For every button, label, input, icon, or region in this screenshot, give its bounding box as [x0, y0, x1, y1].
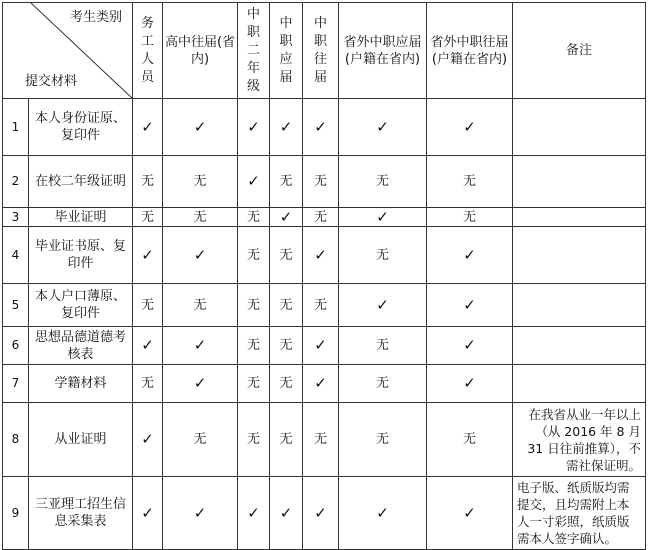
note-cell: 在我省从业一年以上（从 2016 年 8 月 31 日往前推算），不需社保证明。 [513, 403, 646, 477]
not-required-cell: 无 [133, 365, 163, 403]
check-mark-cell: ✓ [133, 227, 163, 284]
row-number-cell: 2 [3, 156, 29, 208]
check-mark-cell: ✓ [427, 477, 513, 550]
not-required-cell: 无 [163, 284, 238, 327]
table-row [3, 365, 646, 403]
check-mark-cell: ✓ [427, 284, 513, 327]
not-required-cell: 无 [427, 403, 513, 477]
material-cell: 毕业证明 [29, 208, 133, 227]
corner-bottom-label: 提交材料 [25, 74, 78, 89]
note-cell [513, 365, 646, 403]
material-cell: 在校二年级证明 [29, 156, 133, 208]
check-mark-cell: ✓ [303, 227, 339, 284]
not-required-cell: 无 [238, 208, 270, 227]
table-row [3, 227, 646, 284]
not-required-cell: 无 [163, 403, 238, 477]
not-required-cell: 无 [238, 327, 270, 365]
material-cell: 毕业证书原、复印件 [29, 227, 133, 284]
note-cell [513, 284, 646, 327]
column-header-label: 务工人员 [140, 15, 154, 85]
check-mark-cell: ✓ [303, 365, 339, 403]
check-mark-cell: ✓ [163, 327, 238, 365]
not-required-cell: 无 [270, 403, 303, 477]
column-header [270, 3, 303, 99]
check-mark-cell: ✓ [427, 365, 513, 403]
not-required-cell: 无 [339, 227, 427, 284]
check-mark-cell: ✓ [339, 284, 427, 327]
not-required-cell: 无 [270, 327, 303, 365]
column-header [339, 3, 427, 99]
table-row [3, 99, 646, 156]
column-header [513, 3, 646, 99]
column-header-label: 备注 [565, 43, 592, 58]
row-number-cell: 7 [3, 365, 29, 403]
check-mark-cell: ✓ [303, 477, 339, 550]
table-row [3, 156, 646, 208]
column-header [303, 3, 339, 99]
material-cell: 从业证明 [29, 403, 133, 477]
check-mark-cell: ✓ [339, 208, 427, 227]
material-cell: 三亚理工招生信息采集表 [29, 477, 133, 550]
row-number-cell: 1 [3, 99, 29, 156]
check-mark-cell: ✓ [270, 477, 303, 550]
note-cell [513, 327, 646, 365]
check-mark-cell: ✓ [270, 99, 303, 156]
column-header [163, 3, 238, 99]
not-required-cell: 无 [133, 284, 163, 327]
table-row [3, 208, 646, 227]
row-number-cell: 9 [3, 477, 29, 550]
requirements-table [2, 2, 646, 550]
row-number-cell: 8 [3, 403, 29, 477]
column-header-label: 省外中职应届(户籍在省内) [343, 34, 422, 67]
check-mark-cell: ✓ [270, 208, 303, 227]
check-mark-cell: ✓ [303, 327, 339, 365]
material-cell: 学籍材料 [29, 365, 133, 403]
header-row [3, 3, 646, 99]
not-required-cell: 无 [270, 156, 303, 208]
not-required-cell: 无 [427, 156, 513, 208]
column-header-label: 中职应届 [279, 15, 293, 85]
not-required-cell: 无 [238, 284, 270, 327]
row-number-cell: 4 [3, 227, 29, 284]
check-mark-cell: ✓ [133, 403, 163, 477]
check-mark-cell: ✓ [163, 99, 238, 156]
not-required-cell: 无 [270, 227, 303, 284]
not-required-cell: 无 [133, 156, 163, 208]
corner-top-label: 考生类别 [69, 10, 122, 25]
not-required-cell: 无 [238, 365, 270, 403]
material-cell: 本人户口薄原、复印件 [29, 284, 133, 327]
not-required-cell: 无 [303, 403, 339, 477]
not-required-cell: 无 [303, 208, 339, 227]
table-row [3, 327, 646, 365]
check-mark-cell: ✓ [238, 477, 270, 550]
check-mark-cell: ✓ [339, 99, 427, 156]
table-row [3, 284, 646, 327]
not-required-cell: 无 [303, 156, 339, 208]
not-required-cell: 无 [238, 227, 270, 284]
not-required-cell: 无 [163, 156, 238, 208]
not-required-cell: 无 [303, 284, 339, 327]
check-mark-cell: ✓ [163, 227, 238, 284]
corner-header-cell [3, 3, 133, 99]
check-mark-cell: ✓ [427, 99, 513, 156]
not-required-cell: 无 [339, 156, 427, 208]
check-mark-cell: ✓ [427, 227, 513, 284]
check-mark-cell: ✓ [163, 365, 238, 403]
note-cell [513, 156, 646, 208]
column-header-label: 高中往届(省内) [164, 34, 236, 67]
check-mark-cell: ✓ [163, 477, 238, 550]
not-required-cell: 无 [163, 208, 238, 227]
check-mark-cell: ✓ [303, 99, 339, 156]
column-header [427, 3, 513, 99]
check-mark-cell: ✓ [133, 327, 163, 365]
not-required-cell: 无 [133, 208, 163, 227]
column-header-label: 省外中职往届(户籍在省内) [430, 34, 509, 67]
not-required-cell: 无 [339, 403, 427, 477]
check-mark-cell: ✓ [133, 99, 163, 156]
note-cell [513, 227, 646, 284]
column-header [238, 3, 270, 99]
not-required-cell: 无 [238, 403, 270, 477]
table-row [3, 477, 646, 550]
row-number-cell: 5 [3, 284, 29, 327]
material-cell: 本人身份证原、复印件 [29, 99, 133, 156]
check-mark-cell: ✓ [427, 327, 513, 365]
row-number-cell: 6 [3, 327, 29, 365]
table-row [3, 403, 646, 477]
not-required-cell: 无 [339, 327, 427, 365]
column-header-label: 中职二年级 [246, 6, 260, 94]
check-mark-cell: ✓ [238, 156, 270, 208]
check-mark-cell: ✓ [133, 477, 163, 550]
material-cell: 思想品德道德考核表 [29, 327, 133, 365]
check-mark-cell: ✓ [238, 99, 270, 156]
note-cell [513, 99, 646, 156]
check-mark-cell: ✓ [339, 477, 427, 550]
not-required-cell: 无 [270, 365, 303, 403]
not-required-cell: 无 [339, 365, 427, 403]
note-cell: 电子版、纸质版均需提交，且均需附上本人一寸彩照，纸质版需本人签字确认。 [513, 477, 646, 550]
row-number-cell: 3 [3, 208, 29, 227]
not-required-cell: 无 [270, 284, 303, 327]
column-header [133, 3, 163, 99]
note-cell [513, 208, 646, 227]
table-body [3, 99, 646, 550]
column-header-label: 中职往届 [313, 15, 327, 85]
not-required-cell: 无 [427, 208, 513, 227]
